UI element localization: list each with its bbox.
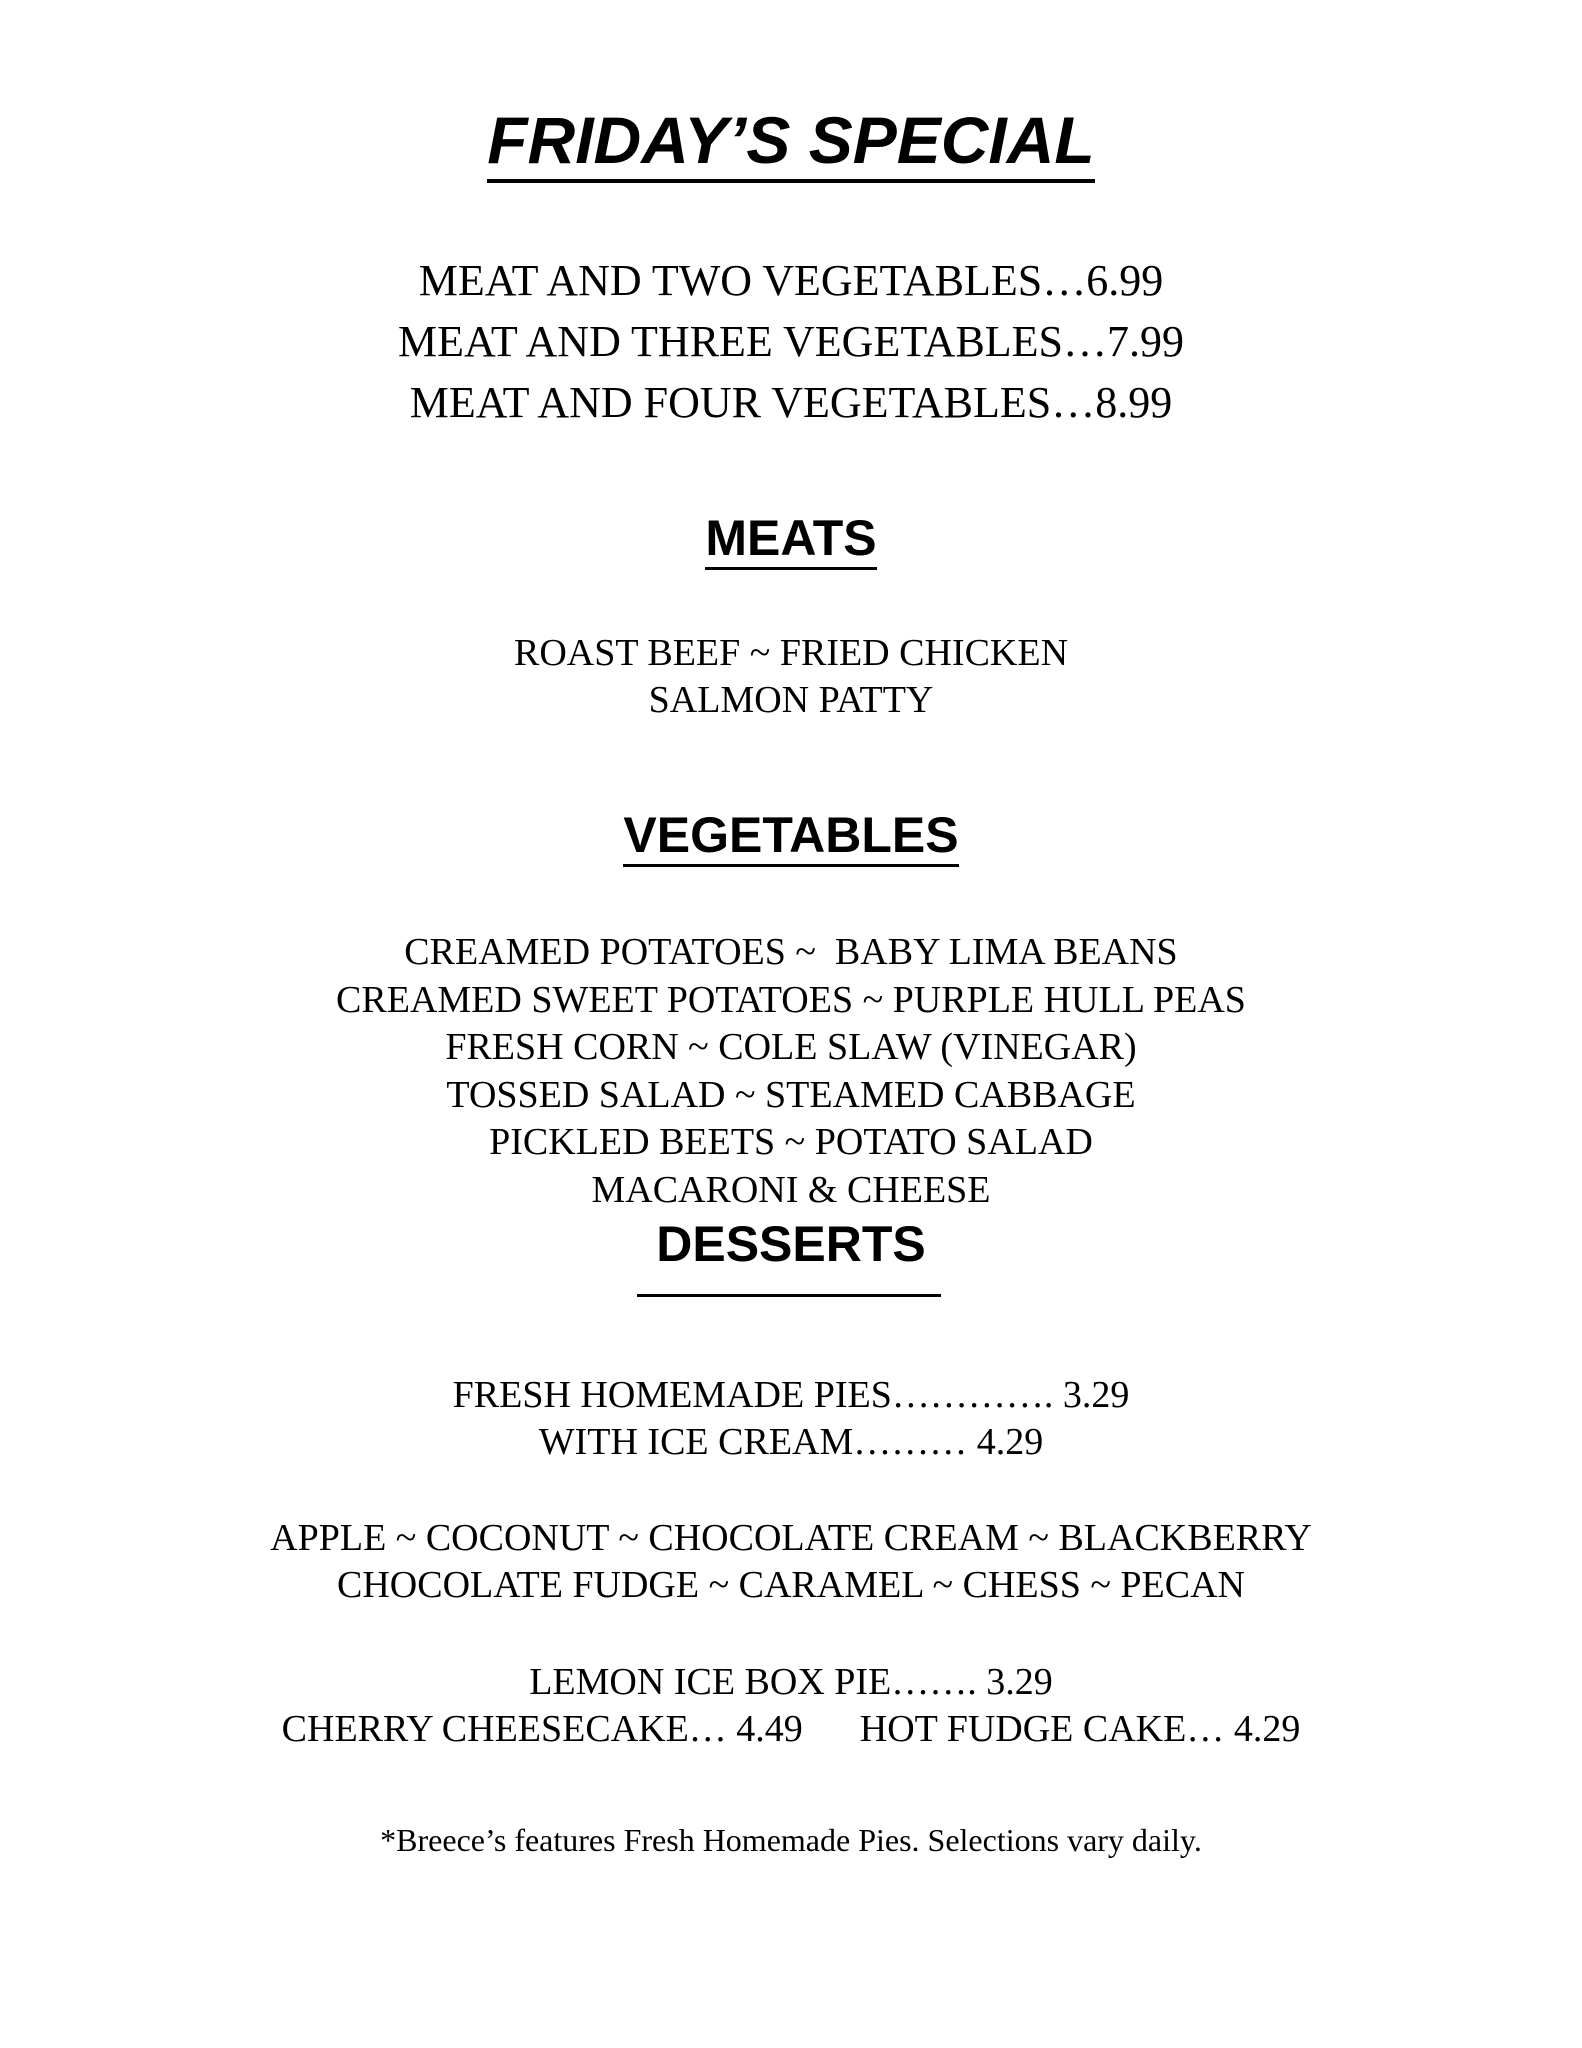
vegetable-line: TOSSED SALAD ~ STEAMED CABBAGE xyxy=(446,1073,1136,1116)
combo-price-line: MEAT AND TWO VEGETABLES…6.99 xyxy=(418,256,1164,305)
meats-heading xyxy=(0,508,1582,568)
other-dessert-line: LEMON ICE BOX PIE……. 3.29 xyxy=(529,1661,1053,1703)
combo-price-line: MEAT AND THREE VEGETABLES…7.99 xyxy=(397,317,1185,366)
vegetables-heading xyxy=(0,805,1582,865)
vegetable-line: FRESH CORN ~ COLE SLAW (VINEGAR) xyxy=(445,1026,1137,1068)
page-title xyxy=(0,100,1582,180)
other-dessert-line: CHERRY CHEESECAKE… 4.49 HOT FUDGE CAKE… 4.29 xyxy=(281,1708,1301,1750)
pies-prices xyxy=(0,1372,1582,1466)
vegetable-line: MACARONI & CHEESE xyxy=(591,1168,991,1211)
combo-price-line: MEAT AND FOUR VEGETABLES…8.99 xyxy=(409,378,1173,427)
page-title-text: FRIDAY’S SPECIAL xyxy=(487,103,1095,183)
desserts-heading xyxy=(0,1214,1582,1274)
vegetables-list xyxy=(0,929,1582,1214)
meat-line: ROAST BEEF ~ FRIED CHICKEN xyxy=(513,632,1069,674)
vegetables-heading-text: VEGETABLES xyxy=(623,807,958,867)
pie-flavor-line: APPLE ~ COCONUT ~ CHOCOLATE CREAM ~ BLACKBERRY xyxy=(270,1517,1312,1559)
meats-heading-text: MEATS xyxy=(705,510,876,570)
vegetable-line: CREAMED SWEET POTATOES ~ PURPLE HULL PEAS xyxy=(336,978,1246,1021)
footnote xyxy=(0,1820,1582,1860)
desserts-heading-text: DESSERTS xyxy=(656,1216,926,1272)
pie-flavor-line: CHOCOLATE FUDGE ~ CARAMEL ~ CHESS ~ PECAN xyxy=(337,1564,1245,1606)
vegetable-line: CREAMED POTATOES ~ BABY LIMA BEANS xyxy=(404,931,1178,973)
pie-price-line: FRESH HOMEMADE PIES…………. 3.29 xyxy=(452,1374,1130,1416)
combo-prices xyxy=(0,250,1582,433)
footnote-text: *Breece’s features Fresh Homemade Pies. Selections vary daily. xyxy=(380,1822,1202,1858)
vegetable-line: PICKLED BEETS ~ POTATO SALAD xyxy=(489,1121,1093,1163)
meats-list xyxy=(0,630,1582,724)
other-desserts xyxy=(0,1659,1582,1753)
meat-line: SALMON PATTY xyxy=(648,679,934,721)
pie-price-line: WITH ICE CREAM……… 4.29 xyxy=(538,1421,1044,1463)
desserts-divider xyxy=(637,1294,941,1297)
pie-flavors xyxy=(0,1515,1582,1609)
